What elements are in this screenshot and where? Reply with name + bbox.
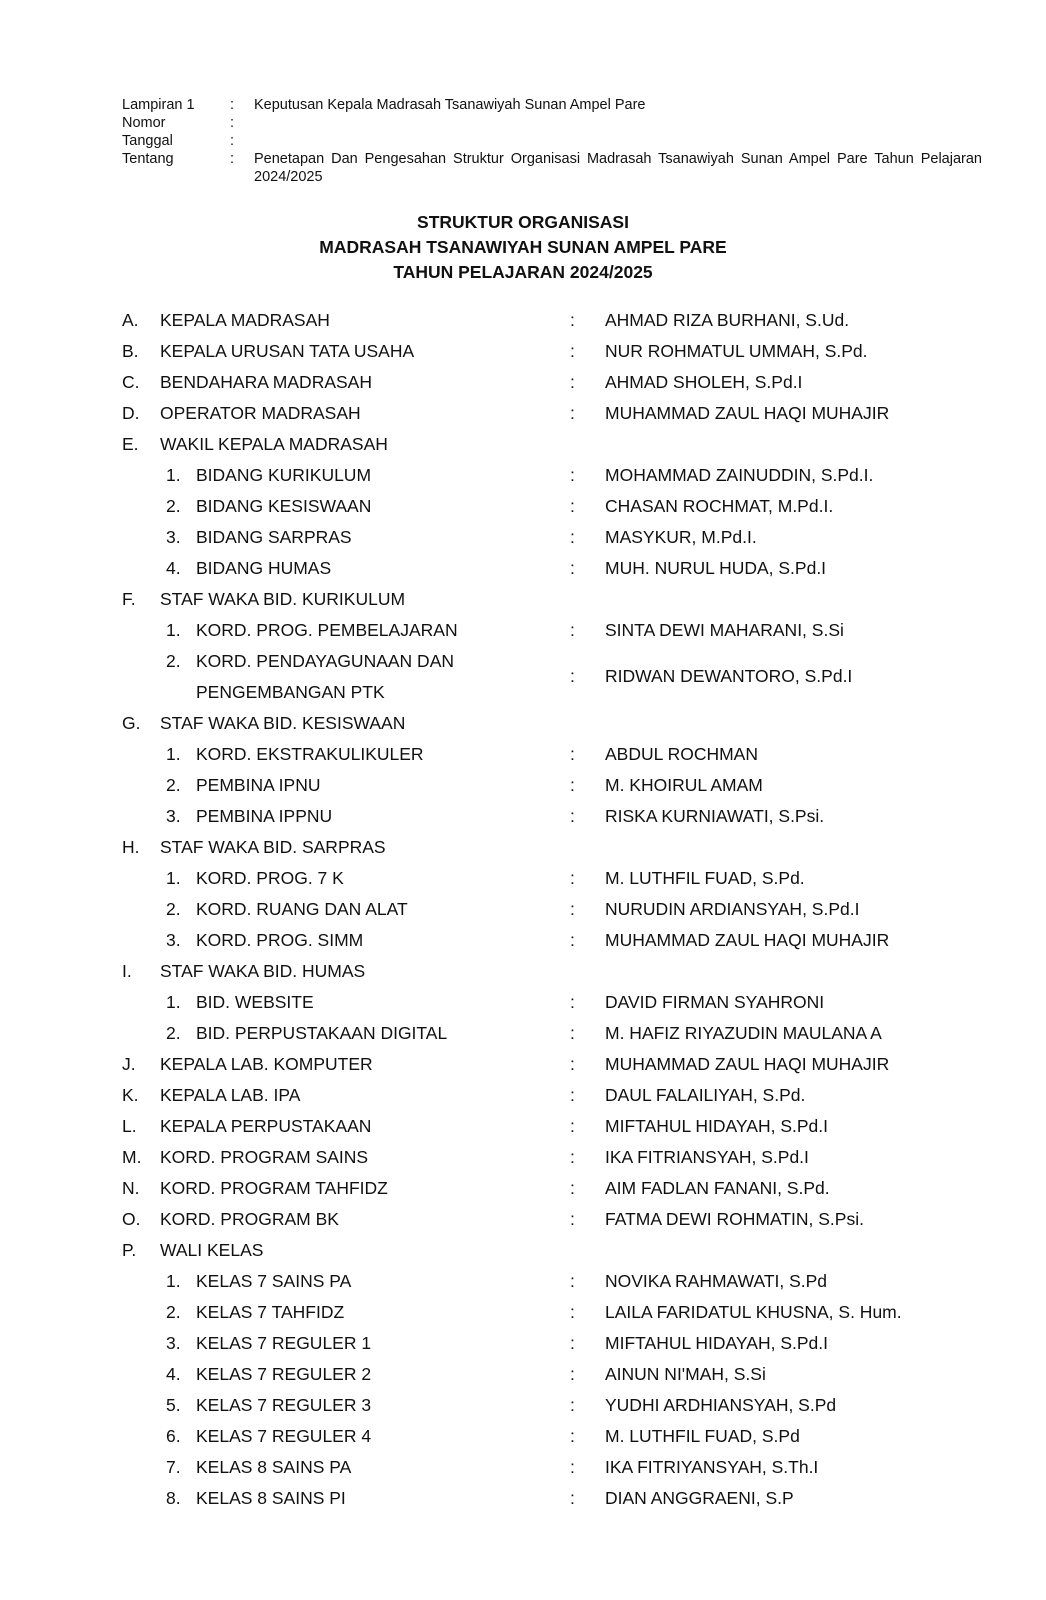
item-value: NURUDIN ARDIANSYAH, S.Pd.I	[605, 899, 860, 919]
item-number: 4.	[166, 558, 181, 578]
section-letter: M.	[122, 1147, 142, 1167]
item-number: 5.	[166, 1395, 181, 1415]
sub-row	[0, 1297, 1046, 1328]
section-letter: C.	[122, 372, 140, 392]
section-row	[0, 398, 1046, 429]
colon: :	[570, 1457, 575, 1477]
sub-row	[0, 553, 1046, 584]
item-number: 1.	[166, 992, 181, 1012]
item-value: M. HAFIZ RIYAZUDIN MAULANA A	[605, 1023, 882, 1043]
title-line-1: STRUKTUR ORGANISASI	[417, 212, 629, 232]
section-letter: P.	[122, 1240, 137, 1260]
section-label: WAKIL KEPALA MADRASAH	[160, 434, 388, 454]
colon: :	[570, 775, 575, 795]
section-label: KEPALA PERPUSTAKAAN	[160, 1116, 372, 1136]
item-number: 2.	[166, 651, 181, 671]
item-value: MIFTAHUL HIDAYAH, S.Pd.I	[605, 1333, 828, 1353]
sub-row	[0, 801, 1046, 832]
document-title	[0, 210, 1046, 285]
item-number: 3.	[166, 930, 181, 950]
colon: :	[570, 1488, 575, 1508]
sub-row	[0, 863, 1046, 894]
section-value: NUR ROHMATUL UMMAH, S.Pd.	[605, 341, 868, 361]
colon: :	[570, 527, 575, 547]
item-label: BID. WEBSITE	[196, 992, 314, 1012]
colon: :	[570, 666, 575, 686]
item-number: 1.	[166, 868, 181, 888]
sub-row	[0, 1483, 1046, 1514]
item-number: 4.	[166, 1364, 181, 1384]
item-value: DAVID FIRMAN SYAHRONI	[605, 992, 825, 1012]
section-letter: N.	[122, 1178, 140, 1198]
item-number: 6.	[166, 1426, 181, 1446]
sub-row	[0, 925, 1046, 956]
colon: :	[570, 1178, 575, 1198]
section-row	[0, 708, 1046, 739]
item-label: BIDANG SARPRAS	[196, 527, 352, 547]
item-label: KELAS 7 REGULER 3	[196, 1395, 372, 1415]
item-value: MUHAMMAD ZAUL HAQI MUHAJIR	[605, 930, 890, 950]
section-row	[0, 1049, 1046, 1080]
sub-row	[0, 615, 1046, 646]
section-label: KORD. PROGRAM TAHFIDZ	[160, 1178, 388, 1198]
meta-colon: :	[230, 97, 235, 113]
item-label: BIDANG HUMAS	[196, 558, 332, 578]
item-number: 7.	[166, 1457, 181, 1477]
item-value: YUDHI ARDHIANSYAH, S.Pd	[605, 1395, 837, 1415]
section-letter: E.	[122, 434, 139, 454]
organization-list	[0, 305, 1046, 1514]
section-letter: I.	[122, 961, 132, 981]
sub-row	[0, 1390, 1046, 1421]
meta-colon: :	[230, 151, 235, 167]
item-label: KORD. PROG. 7 K	[196, 868, 344, 888]
sub-row	[0, 1359, 1046, 1390]
section-letter: K.	[122, 1085, 139, 1105]
item-label: KELAS 7 TAHFIDZ	[196, 1302, 345, 1322]
colon: :	[570, 1395, 575, 1415]
section-value: MUHAMMAD ZAUL HAQI MUHAJIR	[605, 403, 890, 423]
section-row	[0, 367, 1046, 398]
section-letter: F.	[122, 589, 136, 609]
meta-value: Penetapan Dan Pengesahan Struktur Organisasi Madrasah Tsanawiyah Sunan Ampel Pare Tahun Pelajaran 2024/2025	[254, 151, 982, 185]
section-value: DAUL FALAILIYAH, S.Pd.	[605, 1085, 806, 1105]
section-letter: H.	[122, 837, 140, 857]
section-label: KEPALA LAB. IPA	[160, 1085, 301, 1105]
item-label: KORD. PROG. SIMM	[196, 930, 364, 950]
colon: :	[570, 1209, 575, 1229]
item-label-line-1: KORD. PENDAYAGUNAAN DAN	[196, 651, 455, 671]
item-label: PEMBINA IPNU	[196, 775, 321, 795]
section-value: IKA FITRIANSYAH, S.Pd.I	[605, 1147, 809, 1167]
colon: :	[570, 403, 575, 423]
colon: :	[570, 899, 575, 919]
section-label: KORD. PROGRAM BK	[160, 1209, 339, 1229]
colon: :	[570, 1085, 575, 1105]
item-value: IKA FITRIYANSYAH, S.Th.I	[605, 1457, 819, 1477]
item-number: 2.	[166, 1023, 181, 1043]
colon: :	[570, 1054, 575, 1074]
item-label: KORD. PROG. PEMBELAJARAN	[196, 620, 458, 640]
item-number: 1.	[166, 465, 181, 485]
section-label: STAF WAKA BID. KURIKULUM	[160, 589, 406, 609]
item-label: KELAS 7 REGULER 2	[196, 1364, 372, 1384]
sub-row	[0, 894, 1046, 925]
section-row	[0, 1080, 1046, 1111]
section-letter: D.	[122, 403, 140, 423]
sub-row	[0, 1018, 1046, 1049]
section-letter: L.	[122, 1116, 137, 1136]
colon: :	[570, 1147, 575, 1167]
item-value: M. KHOIRUL AMAM	[605, 775, 763, 795]
colon: :	[570, 620, 575, 640]
section-row	[0, 1111, 1046, 1142]
section-value: AIM FADLAN FANANI, S.Pd.	[605, 1178, 830, 1198]
section-row	[0, 1173, 1046, 1204]
colon: :	[570, 341, 575, 361]
sub-row	[0, 1452, 1046, 1483]
item-label: KORD. RUANG DAN ALAT	[196, 899, 408, 919]
section-value: MUHAMMAD ZAUL HAQI MUHAJIR	[605, 1054, 890, 1074]
colon: :	[570, 310, 575, 330]
item-label: KELAS 7 REGULER 1	[196, 1333, 372, 1353]
colon: :	[570, 992, 575, 1012]
title-line-2: MADRASAH TSANAWIYAH SUNAN AMPEL PARE	[319, 237, 727, 257]
item-number: 3.	[166, 1333, 181, 1353]
meta-tanggal	[122, 132, 982, 150]
item-value: RISKA KURNIAWATI, S.Psi.	[605, 806, 825, 826]
section-label: WALI KELAS	[160, 1240, 264, 1260]
section-label: BENDAHARA MADRASAH	[160, 372, 372, 392]
section-label: OPERATOR MADRASAH	[160, 403, 361, 423]
item-value: LAILA FARIDATUL KHUSNA, S. Hum.	[605, 1302, 902, 1322]
item-label: BIDANG KESISWAAN	[196, 496, 372, 516]
colon: :	[570, 1302, 575, 1322]
sub-row	[0, 1421, 1046, 1452]
meta-label: Tanggal	[122, 133, 173, 149]
item-number: 1.	[166, 1271, 181, 1291]
item-label: KELAS 8 SAINS PA	[196, 1457, 352, 1477]
section-label: KEPALA MADRASAH	[160, 310, 330, 330]
section-value: MIFTAHUL HIDAYAH, S.Pd.I	[605, 1116, 828, 1136]
item-value: MOHAMMAD ZAINUDDIN, S.Pd.I.	[605, 465, 874, 485]
meta-colon: :	[230, 115, 235, 131]
section-row	[0, 305, 1046, 336]
item-number: 2.	[166, 775, 181, 795]
section-row	[0, 429, 1046, 460]
item-number: 8.	[166, 1488, 181, 1508]
item-value: NOVIKA RAHMAWATI, S.Pd	[605, 1271, 828, 1291]
colon: :	[570, 1426, 575, 1446]
title-line-3: TAHUN PELAJARAN 2024/2025	[393, 262, 653, 282]
decree-header	[122, 96, 982, 186]
meta-label: Nomor	[122, 115, 166, 131]
item-label: KELAS 7 REGULER 4	[196, 1426, 372, 1446]
section-row	[0, 336, 1046, 367]
section-row	[0, 956, 1046, 987]
colon: :	[570, 496, 575, 516]
section-label: STAF WAKA BID. KESISWAAN	[160, 713, 406, 733]
item-value: RIDWAN DEWANTORO, S.Pd.I	[605, 666, 853, 686]
sub-row	[0, 739, 1046, 770]
sub-row	[0, 770, 1046, 801]
sub-row	[0, 491, 1046, 522]
section-label: STAF WAKA BID. HUMAS	[160, 961, 366, 981]
item-value: CHASAN ROCHMAT, M.Pd.I.	[605, 496, 834, 516]
item-value: M. LUTHFIL FUAD, S.Pd	[605, 1426, 800, 1446]
section-label: STAF WAKA BID. SARPRAS	[160, 837, 386, 857]
section-value: AHMAD SHOLEH, S.Pd.I	[605, 372, 803, 392]
item-number: 2.	[166, 1302, 181, 1322]
section-label: KORD. PROGRAM SAINS	[160, 1147, 369, 1167]
item-label: PEMBINA IPPNU	[196, 806, 333, 826]
item-label	[196, 646, 454, 708]
item-label: BIDANG KURIKULUM	[196, 465, 372, 485]
sub-row	[0, 987, 1046, 1018]
colon: :	[570, 465, 575, 485]
section-letter: O.	[122, 1209, 141, 1229]
item-value: AINUN NI'MAH, S.Si	[605, 1364, 766, 1384]
meta-nomor	[122, 114, 982, 132]
colon: :	[570, 868, 575, 888]
item-label: BID. PERPUSTAKAAN DIGITAL	[196, 1023, 448, 1043]
item-number: 3.	[166, 527, 181, 547]
meta-lampiran	[122, 96, 982, 114]
section-letter: J.	[122, 1054, 136, 1074]
sub-row	[0, 1266, 1046, 1297]
section-value: AHMAD RIZA BURHANI, S.Ud.	[605, 310, 850, 330]
colon: :	[570, 1333, 575, 1353]
item-number: 2.	[166, 496, 181, 516]
section-row	[0, 832, 1046, 863]
colon: :	[570, 1023, 575, 1043]
section-row	[0, 584, 1046, 615]
colon: :	[570, 558, 575, 578]
section-letter: G.	[122, 713, 141, 733]
item-value: SINTA DEWI MAHARANI, S.Si	[605, 620, 844, 640]
item-value: MUH. NURUL HUDA, S.Pd.I	[605, 558, 827, 578]
section-label: KEPALA URUSAN TATA USAHA	[160, 341, 415, 361]
item-value: DIAN ANGGRAENI, S.P	[605, 1488, 794, 1508]
meta-label: Lampiran 1	[122, 97, 195, 113]
sub-row	[0, 522, 1046, 553]
meta-colon: :	[230, 133, 235, 149]
meta-tentang	[122, 150, 982, 186]
section-row	[0, 1142, 1046, 1173]
section-value: FATMA DEWI ROHMATIN, S.Psi.	[605, 1209, 864, 1229]
section-label: KEPALA LAB. KOMPUTER	[160, 1054, 373, 1074]
item-number: 1.	[166, 620, 181, 640]
item-value: MASYKUR, M.Pd.I.	[605, 527, 757, 547]
section-letter: A.	[122, 310, 139, 330]
section-row	[0, 1235, 1046, 1266]
item-number: 1.	[166, 744, 181, 764]
colon: :	[570, 1364, 575, 1384]
item-value: ABDUL ROCHMAN	[605, 744, 758, 764]
meta-label: Tentang	[122, 151, 174, 167]
item-label: KORD. EKSTRAKULIKULER	[196, 744, 424, 764]
item-number: 2.	[166, 899, 181, 919]
item-number: 3.	[166, 806, 181, 826]
colon: :	[570, 806, 575, 826]
colon: :	[570, 744, 575, 764]
sub-row	[0, 646, 1046, 708]
item-label: KELAS 8 SAINS PI	[196, 1488, 346, 1508]
item-label: KELAS 7 SAINS PA	[196, 1271, 352, 1291]
colon: :	[570, 1271, 575, 1291]
section-row	[0, 1204, 1046, 1235]
sub-row	[0, 460, 1046, 491]
colon: :	[570, 930, 575, 950]
meta-value: Keputusan Kepala Madrasah Tsanawiyah Sunan Ampel Pare	[254, 97, 646, 113]
item-label-line-2: PENGEMBANGAN PTK	[196, 682, 385, 702]
colon: :	[570, 372, 575, 392]
sub-row	[0, 1328, 1046, 1359]
section-letter: B.	[122, 341, 139, 361]
colon: :	[570, 1116, 575, 1136]
item-value: M. LUTHFIL FUAD, S.Pd.	[605, 868, 805, 888]
